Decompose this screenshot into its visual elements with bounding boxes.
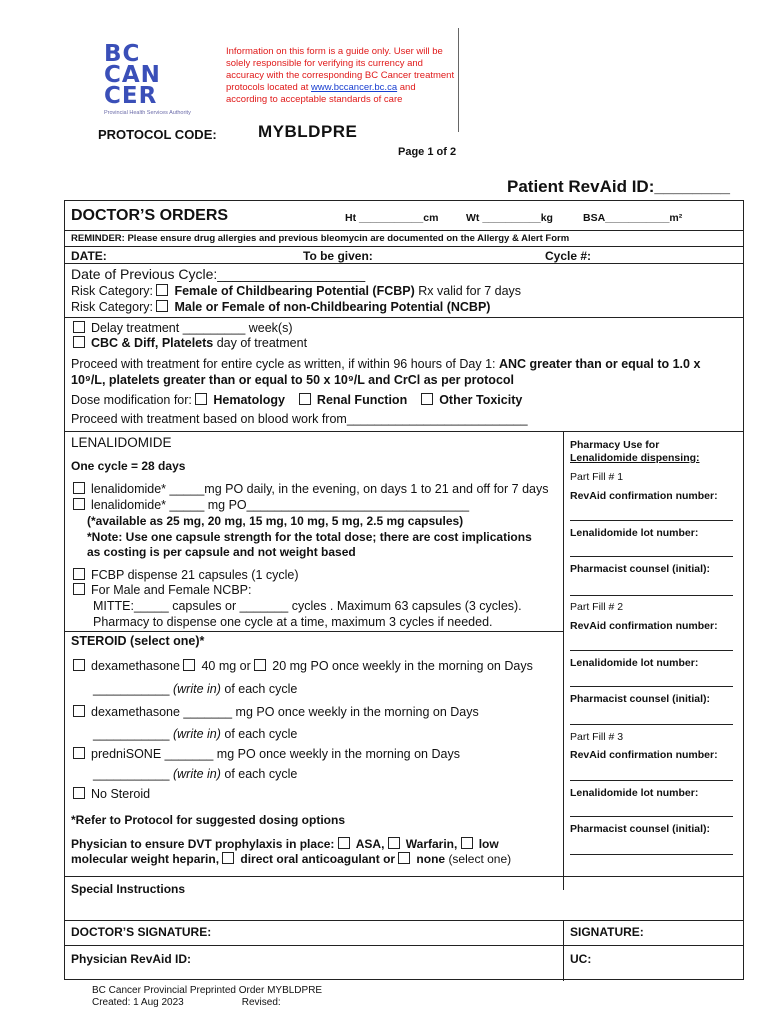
footer	[92, 985, 322, 1009]
dvt-row-2: molecular weight heparin, direct oral anticoagulant or none (select one)	[71, 852, 512, 866]
protocol-code: MYBLDPRE	[258, 122, 358, 141]
prednisone-option: predniSONE _______ mg PO once weekly in the morning on Days	[73, 747, 460, 761]
dose-modification-row: Dose modification for: Hematology Renal Function Other Toxicity	[71, 393, 523, 407]
fill-3-revaid-line[interactable]	[570, 779, 733, 781]
dexamethasone-option-1: dexamethasone 40 mg or 20 mg PO once weekly in the morning on Days	[73, 659, 533, 673]
fill-1-revaid-label: RevAid confirmation number:	[570, 490, 718, 502]
fill-1-counsel-line[interactable]	[570, 594, 733, 596]
logo-line-2: CAN	[104, 62, 161, 88]
fill-3-counsel-line[interactable]	[570, 853, 733, 855]
pharmacy-use-title-2: Lenalidomide dispensing:	[570, 452, 700, 464]
hematology-checkbox[interactable]	[195, 393, 207, 405]
steroid-title: STEROID (select one)*	[71, 634, 205, 648]
prednisone-checkbox[interactable]	[73, 747, 85, 759]
fill-2-counsel-line[interactable]	[570, 723, 733, 725]
part-fill-3: Part Fill # 3	[570, 731, 624, 743]
fill-1-lot-line[interactable]	[570, 555, 733, 557]
cycle-length: One cycle = 28 days	[71, 459, 186, 473]
bc-cancer-logo	[104, 41, 214, 124]
bccancer-link[interactable]: www.bccancer.bc.ca	[311, 82, 398, 93]
patient-revaid-id[interactable]: Patient RevAid ID:________	[507, 177, 730, 196]
fill-1-counsel-label: Pharmacist counsel (initial):	[570, 563, 711, 575]
ncbp-dispense-checkbox[interactable]	[73, 583, 85, 595]
risk-fcbp-row: Risk Category: Female of Childbearing Potential (FCBP) Rx valid for 7 days	[71, 284, 522, 298]
reminder: REMINDER: Please ensure drug allergies and previous bleomycin are documented on the Allergy & Alert Form	[71, 233, 570, 244]
fcbp-checkbox[interactable]	[156, 284, 168, 296]
other-toxicity-checkbox[interactable]	[421, 393, 433, 405]
footer-form-name: BC Cancer Provincial Preprinted Order MYBLDPRE	[92, 985, 323, 996]
pharmacist-signature[interactable]: SIGNATURE:	[570, 925, 644, 939]
refer-to-protocol: *Refer to Protocol for suggested dosing options	[71, 813, 346, 827]
disclaimer: Information on this form is a guide only. User will be solely responsible for verifying its currency and accuracy with the corresponding BC Cancer treatment protocols located at www.bccancer.bc.ca and according to acceptable standards of care	[226, 46, 455, 105]
protocol-label: PROTOCOL CODE:	[98, 127, 217, 142]
ncbp-checkbox[interactable]	[156, 300, 168, 312]
fill-2-revaid-line[interactable]	[570, 649, 733, 651]
lenalidomide-title: LENALIDOMIDE	[71, 435, 172, 450]
fill-1-revaid-line[interactable]	[570, 519, 733, 521]
pharmacy-dispense-note: Pharmacy to dispense one cycle at a time, maximum 3 cycles if needed.	[93, 615, 493, 629]
cbc-row: CBC & Diff, Platelets day of treatment	[73, 336, 307, 350]
lenalidomide-option-1: lenalidomide* _____mg PO daily, in the evening, on days 1 to 21 and off for 7 days	[73, 482, 548, 496]
logo-tagline: Provincial Health Services Authority	[104, 110, 191, 116]
fill-2-lot-label: Lenalidomide lot number:	[570, 657, 699, 669]
pharmacy-use-title-1: Pharmacy Use for	[570, 439, 660, 451]
doctor-signature[interactable]: DOCTOR’S SIGNATURE:	[71, 925, 212, 939]
cbc-checkbox[interactable]	[73, 336, 85, 348]
dex-2-checkbox[interactable]	[73, 705, 85, 717]
delay-treatment-row: Delay treatment _________ week(s)	[73, 321, 293, 335]
risk-ncbp-row: Risk Category: Male or Female of non-Childbearing Potential (NCBP)	[71, 300, 491, 314]
warfarin-checkbox[interactable]	[388, 837, 400, 849]
part-fill-1: Part Fill # 1	[570, 471, 624, 483]
bsa-field[interactable]: BSA___________m²	[583, 212, 683, 224]
weight-field[interactable]: Wt __________kg	[466, 212, 553, 224]
capsule-note-1: *Note: Use one capsule strength for the total dose; there are cost implications	[87, 530, 532, 544]
height-field[interactable]: Ht ___________cm	[345, 212, 439, 224]
lenalidomide-1-checkbox[interactable]	[73, 482, 85, 494]
fill-3-revaid-label: RevAid confirmation number:	[570, 749, 718, 761]
part-fill-2: Part Fill # 2	[570, 601, 624, 613]
fill-1-lot-label: Lenalidomide lot number:	[570, 527, 699, 539]
page-number: Page 1 of 2	[398, 146, 457, 158]
dexamethasone-option-2: dexamethasone _______ mg PO once weekly in the morning on Days	[73, 705, 479, 719]
ncbp-row: For Male and Female NCBP:	[73, 583, 251, 597]
fill-3-lot-label: Lenalidomide lot number:	[570, 787, 699, 799]
previous-cycle-date[interactable]: Date of Previous Cycle:___________________	[71, 266, 366, 282]
doac-checkbox[interactable]	[222, 852, 234, 864]
prednisone-days[interactable]: ___________ (write in) of each cycle	[93, 767, 298, 781]
delay-checkbox[interactable]	[73, 321, 85, 333]
lenalidomide-option-2: lenalidomide* _____ mg PO________________________________	[73, 498, 469, 512]
logo-line-1: BC	[104, 41, 141, 67]
mitte-row[interactable]: MITTE:_____ capsules or _______ cycles . Maximum 63 capsules (3 cycles).	[93, 599, 522, 613]
none-checkbox[interactable]	[398, 852, 410, 864]
available-strengths: (*available as 25 mg, 20 mg, 15 mg, 10 mg, 5 mg, 2.5 mg capsules)	[87, 514, 464, 528]
renal-checkbox[interactable]	[299, 393, 311, 405]
special-instructions[interactable]: Special Instructions	[71, 882, 186, 896]
dex-40mg-checkbox[interactable]	[183, 659, 195, 671]
fcbp-dispense-row: FCBP dispense 21 capsules (1 cycle)	[73, 568, 299, 582]
doctors-orders-form	[64, 200, 744, 980]
fcbp-dispense-checkbox[interactable]	[73, 568, 85, 580]
fill-2-lot-line[interactable]	[570, 685, 733, 687]
proceed-condition-1: Proceed with treatment for entire cycle as written, if within 96 hours of Day 1: ANC greater than or equal to 1.0 x	[71, 357, 701, 371]
dex-20mg-checkbox[interactable]	[254, 659, 266, 671]
fill-3-lot-line[interactable]	[570, 815, 733, 817]
proceed-condition-2: 10⁹/L, platelets greater than or equal to 50 x 10⁹/L and CrCl as per protocol	[71, 373, 515, 387]
fill-2-counsel-label: Pharmacist counsel (initial):	[570, 693, 711, 705]
form-title: DOCTOR’S ORDERS	[71, 207, 229, 224]
dex-1-checkbox[interactable]	[73, 659, 85, 671]
dvt-row-1: Physician to ensure DVT prophylaxis in place: ASA, Warfarin, low	[71, 837, 499, 851]
header-divider	[458, 28, 459, 132]
no-steroid-option: No Steroid	[73, 787, 150, 801]
dex-2-days[interactable]: ___________ (write in) of each cycle	[93, 727, 298, 741]
footer-dates: Created: 1 Aug 2023 Revised:	[92, 997, 281, 1008]
cycle-number-field[interactable]: Cycle #:	[545, 249, 592, 263]
logo-line-3: CER	[104, 83, 158, 109]
no-steroid-checkbox[interactable]	[73, 787, 85, 799]
date-field[interactable]: DATE:	[71, 249, 107, 263]
lmwh-checkbox[interactable]	[461, 837, 473, 849]
capsule-note-2: as costing is per capsule and not weight based	[87, 545, 356, 559]
asa-checkbox[interactable]	[338, 837, 350, 849]
uc-field[interactable]: UC:	[570, 952, 592, 966]
proceed-blood-work[interactable]: Proceed with treatment based on blood work from__________________________	[71, 412, 528, 426]
to-be-given-field[interactable]: To be given:	[303, 249, 373, 263]
fill-2-revaid-label: RevAid confirmation number:	[570, 620, 718, 632]
dex-1-days[interactable]: ___________ (write in) of each cycle	[93, 682, 298, 696]
fill-3-counsel-label: Pharmacist counsel (initial):	[570, 823, 711, 835]
physician-revaid-id[interactable]: Physician RevAid ID:	[71, 952, 192, 966]
lenalidomide-2-checkbox[interactable]	[73, 498, 85, 510]
